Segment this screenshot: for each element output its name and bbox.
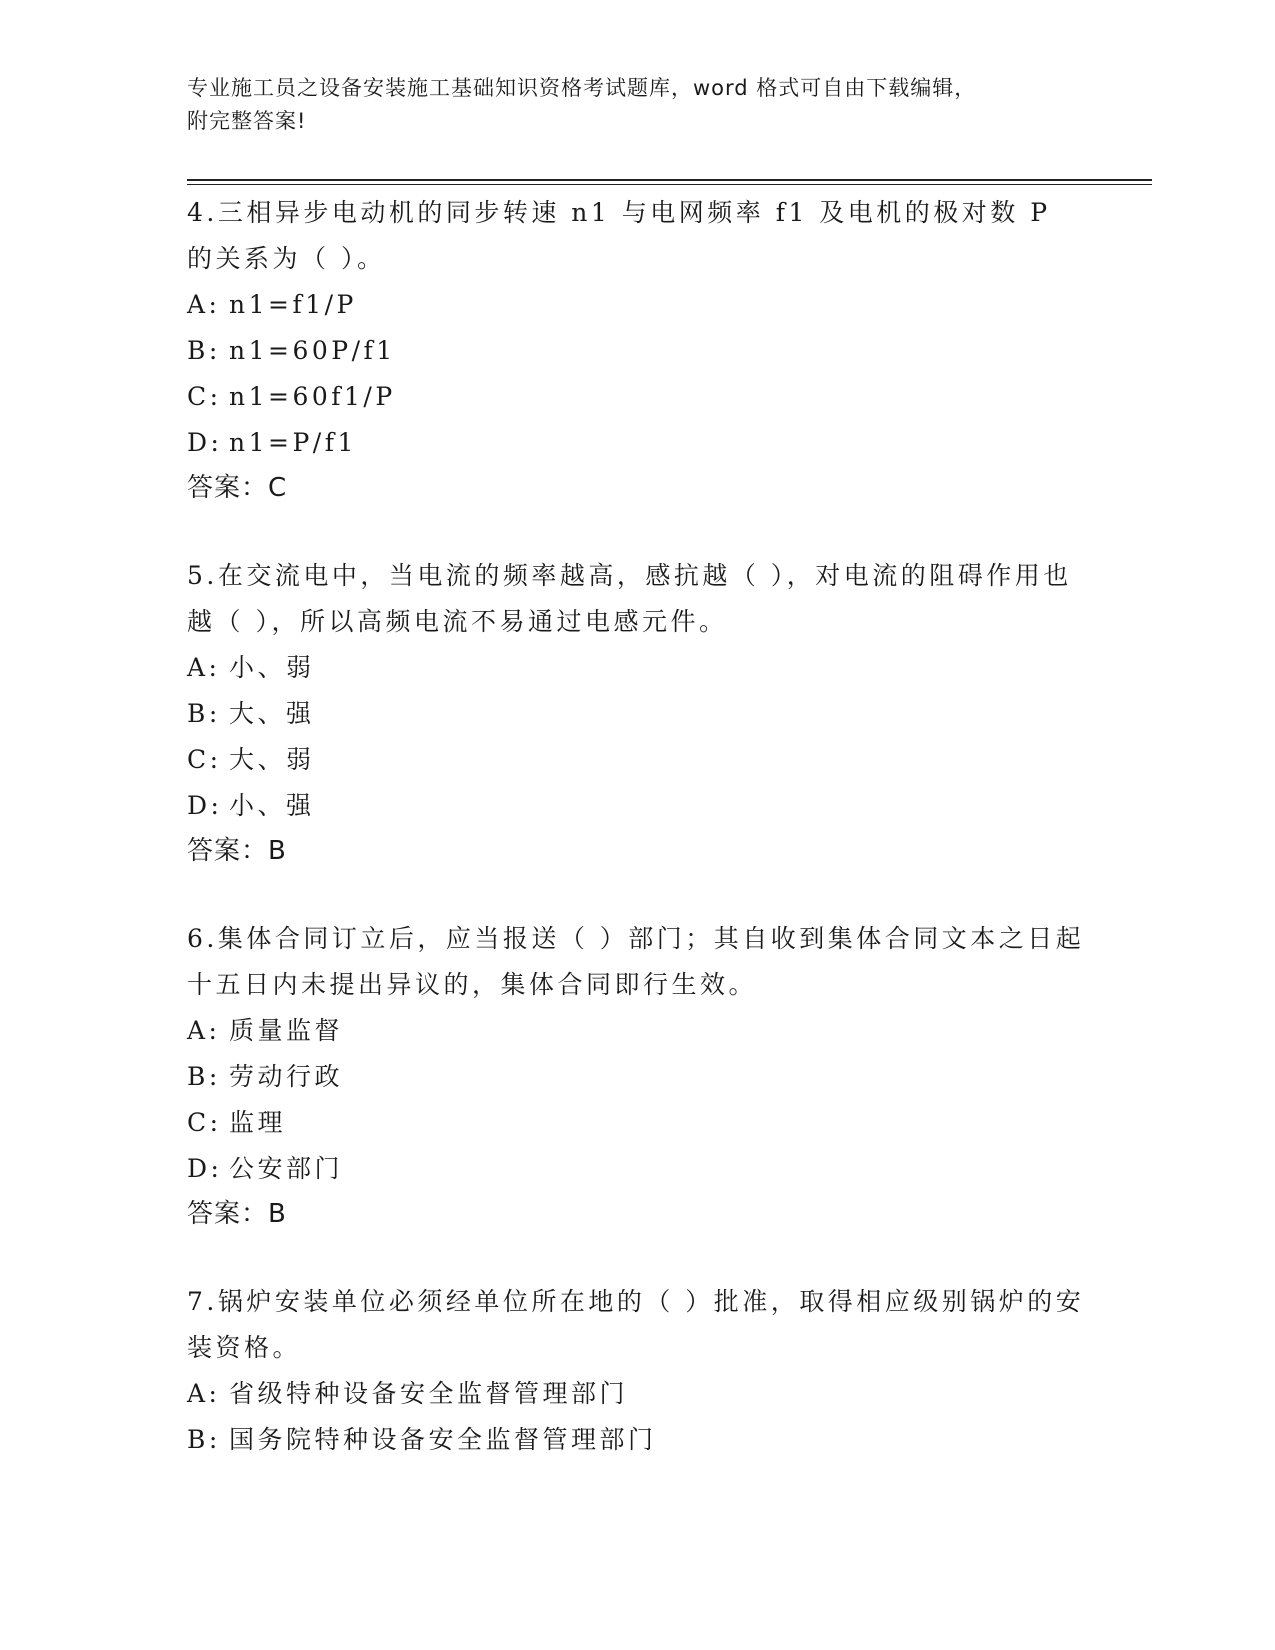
option-text: 质量监督 (229, 1016, 344, 1045)
document-header (187, 72, 1087, 138)
option-key: A: (187, 290, 221, 319)
option-key: C: (187, 382, 222, 411)
header-divider-thick (187, 179, 1152, 181)
option-text: 大、强 (229, 699, 315, 728)
option-key: C: (187, 745, 222, 774)
header-divider-thin (187, 184, 1152, 185)
option-d (187, 1146, 1087, 1192)
option-c (187, 1100, 1087, 1146)
option-text: 国务院特种设备安全监督管理部门 (229, 1425, 657, 1454)
option-text: 小、弱 (229, 653, 315, 682)
option-text: 监理 (229, 1108, 287, 1137)
option-key: D: (187, 428, 223, 457)
option-b (187, 1417, 1087, 1463)
header-line-2: 附完整答案! (187, 109, 307, 133)
question-7 (187, 1279, 1087, 1463)
option-a (187, 282, 1087, 328)
option-key: C: (187, 1108, 222, 1137)
option-b (187, 1054, 1087, 1100)
question-stem: 7.锅炉安装单位必须经单位所在地的（ ）批准，取得相应级别锅炉的安装资格。 (187, 1287, 1085, 1362)
option-text: 公安部门 (229, 1154, 344, 1183)
option-key: A: (187, 653, 221, 682)
question-stem: 6.集体合同订立后，应当报送（ ）部门；其自收到集体合同文本之日起十五日内未提出异议的，集体合同即行生效。 (187, 924, 1085, 999)
option-text: n1=f1/P (229, 290, 357, 319)
answer-line: 答案：C (187, 473, 288, 503)
option-key: B: (187, 336, 221, 365)
option-d (187, 783, 1087, 829)
option-c (187, 374, 1087, 420)
option-text: n1=60P/f1 (229, 336, 396, 365)
option-key: B: (187, 1425, 221, 1454)
option-key: B: (187, 1062, 221, 1091)
option-c (187, 737, 1087, 783)
option-d (187, 420, 1087, 466)
question-6 (187, 916, 1087, 1236)
option-key: A: (187, 1016, 221, 1045)
option-a (187, 645, 1087, 691)
option-key: A: (187, 1379, 221, 1408)
option-text: 小、强 (229, 791, 315, 820)
option-text: n1=60f1/P (229, 382, 396, 411)
question-5 (187, 553, 1087, 873)
option-text: 劳动行政 (229, 1062, 344, 1091)
answer-line: 答案：B (187, 836, 287, 866)
header-line-1: 专业施工员之设备安装施工基础知识资格考试题库，word 格式可自由下载编辑， (187, 76, 977, 100)
option-a (187, 1371, 1087, 1417)
question-stem: 4.三相异步电动机的同步转速 n1 与电网频率 f1 及电机的极对数 P 的关系为（ ）。 (187, 198, 1051, 273)
option-text: n1=P/f1 (229, 428, 357, 457)
question-list (187, 190, 1087, 1506)
question-stem: 5.在交流电中，当电流的频率越高，感抗越（ ），对电流的阻碍作用也越（ ），所以高频电流不易通过电感元件。 (187, 561, 1072, 636)
answer-line: 答案：B (187, 1199, 287, 1229)
option-key: D: (187, 791, 223, 820)
option-b (187, 691, 1087, 737)
option-text: 大、弱 (229, 745, 315, 774)
option-key: D: (187, 1154, 223, 1183)
option-a (187, 1008, 1087, 1054)
option-key: B: (187, 699, 221, 728)
option-text: 省级特种设备安全监督管理部门 (229, 1379, 629, 1408)
question-4 (187, 190, 1087, 510)
option-b (187, 328, 1087, 374)
